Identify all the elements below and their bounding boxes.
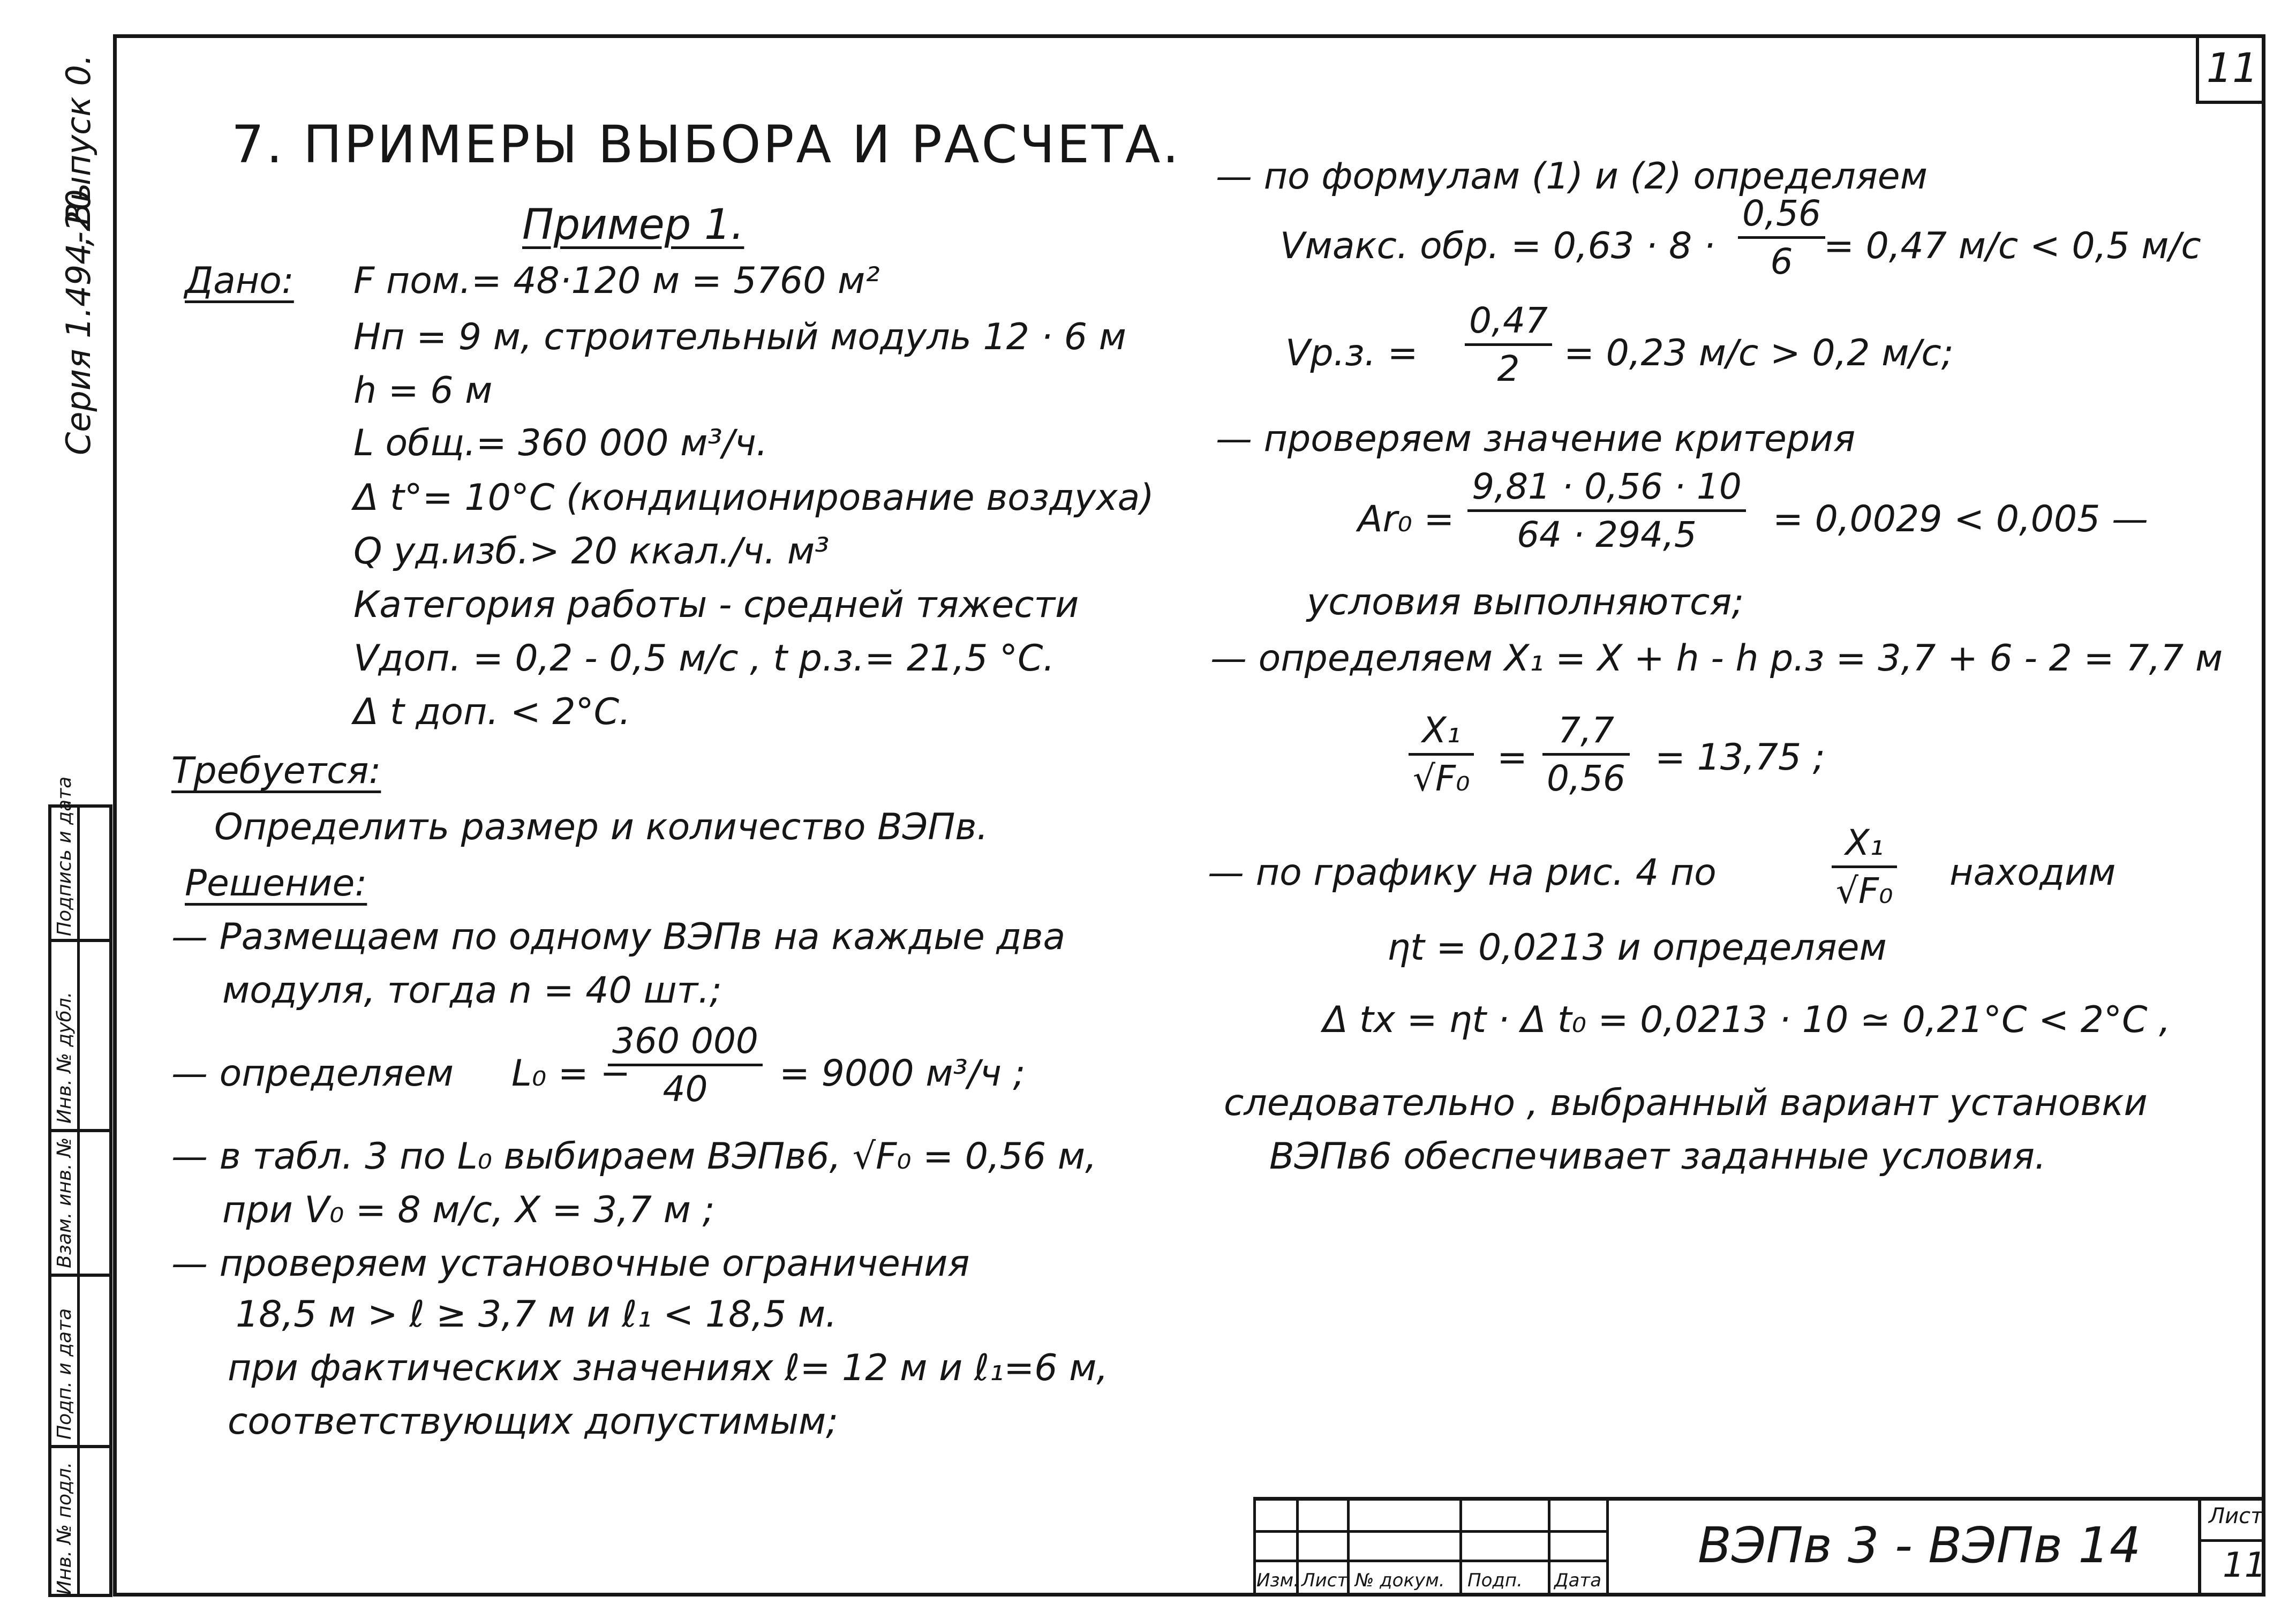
solution-step: — определяем X₁ = X + h - h р.з = 3,7 + 6 - 2 = 7,7 м xyxy=(1210,637,2223,680)
formula-eq: = xyxy=(1497,736,1527,779)
issue-label: , Выпуск 0. xyxy=(59,54,98,246)
fraction-bar xyxy=(608,1064,763,1066)
solution-step: при фактических значениях ℓ= 12 м и ℓ₁=6 м, xyxy=(228,1347,1109,1389)
fraction-bar xyxy=(1467,509,1746,512)
given-line: Δ t°= 10°С (кондиционирование воздуха) xyxy=(353,477,1154,519)
fraction xyxy=(1832,822,1897,912)
fraction xyxy=(1467,466,1746,555)
fraction-bar xyxy=(1465,343,1552,346)
fraction xyxy=(608,1020,763,1110)
grid-line xyxy=(1253,1530,1609,1533)
fraction-denominator: √F₀ xyxy=(1413,758,1470,799)
fraction-denominator: 40 xyxy=(663,1068,708,1110)
stamp-column xyxy=(48,776,112,1597)
fraction-bar xyxy=(1738,236,1825,239)
formula-rhs: = 0,23 м/с > 0,2 м/с; xyxy=(1564,332,1954,374)
title-block xyxy=(1253,1497,2265,1597)
solution-step: — проверяем значение критерия xyxy=(1216,418,1856,460)
solution-step: следовательно , выбранный вариант установки xyxy=(1224,1082,2148,1124)
col-doc-number: № докум. xyxy=(1355,1570,1445,1591)
formula-rhs: = 13,75 ; xyxy=(1655,736,1825,779)
stamp-replace-inv: Взам. инв. № xyxy=(54,1137,76,1268)
fraction-denominator: √F₀ xyxy=(1836,870,1893,912)
formula-rhs: = 0,47 м/с < 0,5 м/с xyxy=(1824,225,2201,267)
stamp-divider xyxy=(77,808,80,1594)
formula-lhs: Ar₀ = xyxy=(1358,498,1455,540)
stamp-row-line xyxy=(51,1274,109,1277)
given-line: Hп = 9 м, строительный модуль 12 · 6 м xyxy=(353,316,1126,358)
sheet-number: 11 xyxy=(2223,1546,2267,1585)
grid-line xyxy=(1548,1501,1550,1597)
formula-lhs: Vмакс. обр. = 0,63 · 8 · xyxy=(1280,225,1715,267)
solution-step: ВЭПв6 обеспечивает заданные условия. xyxy=(1269,1135,2046,1178)
given-line: F пом.= 48·120 м = 5760 м² xyxy=(353,260,880,302)
example-heading: Пример 1. xyxy=(522,201,744,249)
sheet-label: Лист xyxy=(2209,1504,2263,1528)
fraction-numerator: 0,56 xyxy=(1742,193,1821,234)
solution-step: — в табл. 3 по L₀ выбираем ВЭПв6, √F₀ = 0,56 м, xyxy=(171,1135,1097,1178)
fraction-numerator: 360 000 xyxy=(612,1020,758,1061)
stamp-signature-date: Подпись и дата xyxy=(54,776,76,936)
sheet-box xyxy=(2198,1501,2265,1597)
solution-step: условия выполняются; xyxy=(1307,581,1744,623)
fraction-numerator: 7,7 xyxy=(1557,710,1614,751)
solution-step: — определяем xyxy=(171,1052,454,1095)
fraction xyxy=(1409,710,1474,799)
given-line: h = 6 м xyxy=(353,370,493,412)
formula-rhs: = 9000 м³/ч ; xyxy=(779,1052,1026,1095)
given-line: Q уд.изб.> 20 ккал./ч. м³ xyxy=(353,530,830,573)
grid-line xyxy=(1253,1501,1256,1597)
formula-lhs: Vр.з. = xyxy=(1285,332,1418,374)
grid-line xyxy=(1606,1501,1609,1597)
fraction-bar xyxy=(1409,753,1474,756)
stamp-inv-dup: Инв. № дубл. xyxy=(54,991,76,1124)
given-line: Δ t доп. < 2°С. xyxy=(353,691,631,733)
fraction-numerator: X₁ xyxy=(1845,822,1884,863)
fraction-numerator: 0,47 xyxy=(1469,300,1548,341)
page-title: 7. ПРИМЕРЫ ВЫБОРА И РАСЧЕТА. xyxy=(231,115,1181,175)
stamp-row-line xyxy=(51,939,109,942)
col-date: Дата xyxy=(1554,1570,1602,1591)
grid-line xyxy=(1459,1501,1462,1597)
col-sheet: Лист xyxy=(1301,1570,1348,1591)
stamp-inv-orig: Инв. № подл. xyxy=(54,1462,76,1595)
solution-step: модуля, тогда n = 40 шт.; xyxy=(222,969,722,1012)
fraction xyxy=(1465,300,1552,389)
fraction-bar xyxy=(1542,753,1630,756)
solution-step: Δ tx = ηt · Δ t₀ = 0,0213 · 10 ≃ 0,21°С < 2°С , xyxy=(1323,999,2171,1041)
grid-line xyxy=(1253,1560,1609,1562)
col-change: Изм. xyxy=(1256,1570,1299,1591)
given-line: L общ.= 360 000 м³/ч. xyxy=(353,422,768,464)
fraction-denominator: 0,56 xyxy=(1547,758,1625,799)
solution-step: — по графику на рис. 4 по xyxy=(1208,852,1717,894)
formula-lhs: L₀ = − xyxy=(511,1052,631,1095)
fraction-denominator: 2 xyxy=(1497,348,1520,389)
fraction xyxy=(1542,710,1630,799)
col-signature: Подп. xyxy=(1467,1570,1523,1591)
solution-label: Решение: xyxy=(185,862,367,905)
stamp-row-line xyxy=(51,1445,109,1448)
given-label: Дано: xyxy=(185,260,294,302)
fraction-bar xyxy=(1832,865,1897,868)
solution-step: 18,5 м > ℓ ≥ 3,7 м и ℓ₁ < 18,5 м. xyxy=(236,1293,837,1336)
solution-step: — проверяем установочные ограничения xyxy=(171,1243,970,1285)
fraction-denominator: 6 xyxy=(1770,241,1793,282)
fraction-numerator: 9,81 · 0,56 · 10 xyxy=(1472,466,1742,507)
solution-step: — по формулам (1) и (2) определяем xyxy=(1216,155,1928,198)
required-label: Требуется: xyxy=(171,750,381,792)
required-text: Определить размер и количество ВЭПв. xyxy=(214,806,989,848)
sheet-divider xyxy=(2201,1539,2265,1542)
fraction-denominator: 64 · 294,5 xyxy=(1517,514,1697,555)
given-line: Категория работы - средней тяжести xyxy=(353,584,1079,626)
series-label: Серия 1.494-20 xyxy=(59,189,98,455)
stamp-row-line xyxy=(51,1129,109,1132)
fraction-numerator: X₁ xyxy=(1422,710,1461,751)
solution-step: находим xyxy=(1949,852,2116,894)
solution-step: соответствующих допустимым; xyxy=(228,1400,839,1443)
formula-rhs: = 0,0029 < 0,005 — xyxy=(1773,498,2149,540)
revision-grid xyxy=(1253,1501,1609,1597)
fraction xyxy=(1738,193,1825,282)
page-number: 11 xyxy=(2196,34,2265,104)
solution-step: — Размещаем по одному ВЭПв на каждые два xyxy=(171,916,1066,958)
document-code: ВЭПв 3 - ВЭПв 14 xyxy=(1698,1517,2141,1574)
solution-step: при V₀ = 8 м/с, X = 3,7 м ; xyxy=(222,1189,715,1231)
solution-step: ηt = 0,0213 и определяем xyxy=(1387,927,1887,969)
stamp-sign-date: Подп. и дата xyxy=(54,1308,76,1440)
given-line: Vдоп. = 0,2 - 0,5 м/с , t р.з.= 21,5 °С. xyxy=(353,637,1055,680)
